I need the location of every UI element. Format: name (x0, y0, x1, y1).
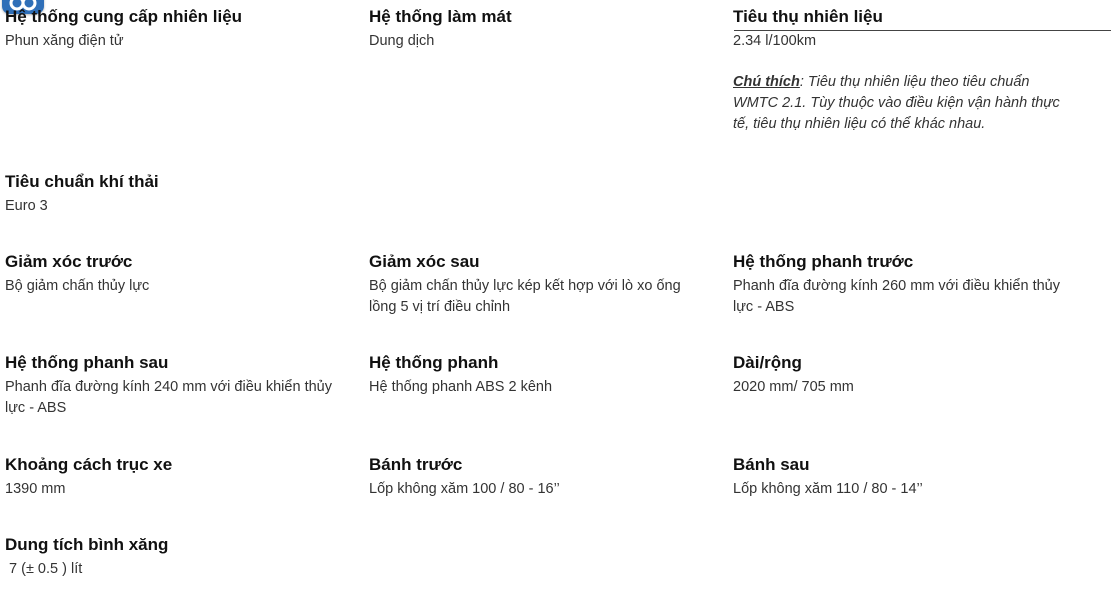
spec-front-wheel (369, 455, 719, 500)
spec-label: Tiêu thụ nhiên liệu (733, 7, 883, 26)
spec-label: Bánh trước (369, 455, 463, 474)
spec-label: Hệ thống phanh trước (733, 252, 914, 271)
spec-fuel-consumption (733, 7, 1078, 135)
spec-label: Bánh sau (733, 455, 810, 474)
spec-value: Bộ giảm chấn thủy lực kép kết hợp với lò xo ống lồng 5 vị trí điều chỉnh (369, 278, 681, 315)
spec-label: Giảm xóc sau (369, 252, 480, 271)
spec-value: Bộ giảm chấn thủy lực (5, 278, 150, 294)
spec-label: Hệ thống làm mát (369, 7, 512, 26)
spec-value: 2020 mm/ 705 mm (733, 379, 854, 395)
note-title: Chú thích (733, 74, 800, 90)
spec-value: Dung dịch (369, 33, 435, 49)
spec-emission-standard (5, 172, 355, 217)
spec-dimensions (733, 353, 1083, 398)
spec-label: Tiêu chuẩn khí thải (5, 172, 159, 191)
spec-value: 2.34 l/100km (733, 33, 817, 49)
spec-rear-brake (5, 353, 350, 419)
spec-value: Lốp không xăm 110 / 80 - 14’’ (733, 481, 923, 497)
spec-brake-system (369, 353, 719, 398)
spec-label: Giảm xóc trước (5, 252, 133, 271)
spec-cooling (369, 7, 719, 52)
spec-label: Dài/rộng (733, 353, 802, 372)
spec-fuel-tank (5, 535, 355, 580)
spec-wheelbase (5, 455, 355, 500)
spec-value: 1390 mm (5, 481, 66, 497)
spec-label: Dung tích bình xăng (5, 535, 169, 554)
fuel-consumption-note (733, 72, 1078, 135)
spec-label: Hệ thống phanh sau (5, 353, 169, 372)
spec-label: Hệ thống phanh (369, 353, 499, 372)
spec-value: Hệ thống phanh ABS 2 kênh (369, 379, 553, 395)
spec-value: Phanh đĩa đường kính 260 mm với điều khiển thủy lực - ABS (733, 278, 1060, 315)
spec-value: 7 (± 0.5 ) lít (5, 561, 83, 577)
spec-rear-wheel (733, 455, 1083, 500)
note-text: : Tiêu thụ nhiên liệu theo tiêu chuẩn WMTC 2.1. Tùy thuộc vào điều kiện vận hành thực tế, tiêu thụ nhiên liệu có thể khác nhau. (733, 74, 1060, 132)
spec-front-suspension (5, 252, 355, 297)
spec-value: Phun xăng điện tử (5, 33, 124, 49)
spec-rear-suspension (369, 252, 699, 318)
spec-label: Khoảng cách trục xe (5, 455, 173, 474)
spec-front-brake (733, 252, 1078, 318)
spec-value: Phanh đĩa đường kính 240 mm với điều khiển thủy lực - ABS (5, 379, 332, 416)
spec-label: Hệ thống cung cấp nhiên liệu (5, 7, 243, 26)
spec-value: Euro 3 (5, 198, 48, 214)
spec-fuel-supply (5, 7, 355, 52)
spec-value: Lốp không xăm 100 / 80 - 16’’ (369, 481, 560, 497)
